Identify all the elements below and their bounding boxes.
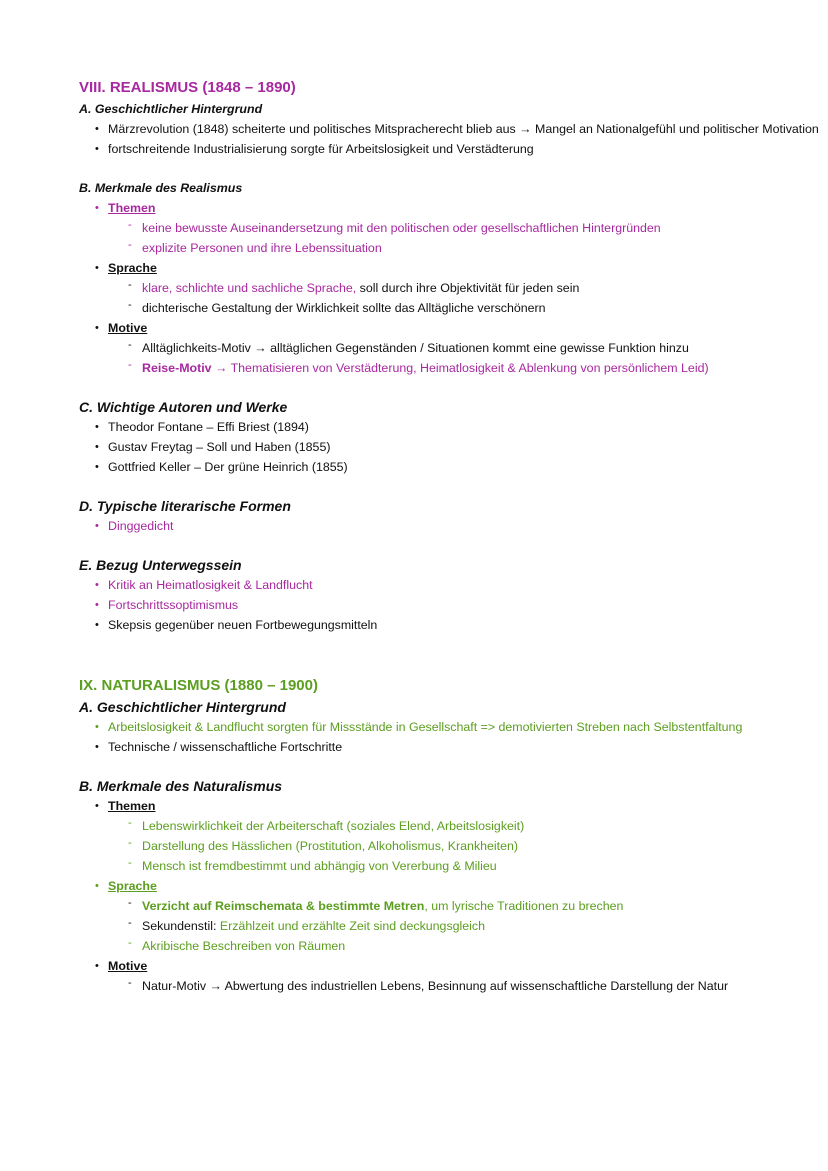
list-item	[79, 615, 828, 635]
bullet-dot-icon: •	[95, 143, 99, 155]
item-text: Mensch ist fremdbestimmt und abhängig von Vererbung & Milieu	[142, 859, 497, 873]
item-text: Kritik an Heimatlosigkeit & Landflucht	[108, 578, 313, 592]
list-item	[79, 516, 828, 536]
subsection	[79, 99, 828, 159]
item-text: Verzicht auf Reimschemata & bestimmte Metren	[142, 899, 425, 913]
list-item	[79, 238, 828, 258]
dash-bullet-icon: -	[128, 837, 132, 849]
list-item	[79, 936, 828, 956]
dash-bullet-icon: -	[128, 897, 132, 909]
subsection	[79, 397, 828, 477]
dash-bullet-icon: -	[128, 937, 132, 949]
item-text: Fortschrittssoptimismus	[108, 598, 239, 612]
subsection-heading: A. Geschichtlicher Hintergrund	[79, 699, 286, 715]
bullet-dot-icon: •	[95, 202, 99, 214]
subsection-heading: B. Merkmale des Realismus	[79, 181, 243, 195]
item-text: Sprache	[108, 261, 157, 275]
item-text: , um lyrische Traditionen zu brechen	[424, 899, 624, 913]
list-item	[79, 956, 828, 976]
dash-bullet-icon: -	[128, 219, 132, 231]
list-item	[79, 595, 828, 615]
item-text: Sprache	[108, 879, 157, 893]
bullet-dot-icon: •	[95, 461, 99, 473]
subsection	[79, 776, 828, 996]
subsection-heading: E. Bezug Unterwegssein	[79, 557, 242, 573]
item-text: Skepsis gegenüber neuen Fortbewegungsmitteln	[108, 618, 378, 632]
list-item	[79, 575, 828, 595]
dash-bullet-icon: -	[128, 279, 132, 291]
item-text: Technische / wissenschaftliche Fortschritte	[108, 740, 343, 754]
dash-bullet-icon: -	[128, 817, 132, 829]
item-text: Sekundenstil:	[142, 919, 220, 933]
bullet-dot-icon: •	[95, 599, 99, 611]
item-text: Akribische Beschreiben von Räumen	[142, 939, 346, 953]
item-text: Lebenswirklichkeit der Arbeiterschaft (soziales Elend, Arbeitslosigkeit)	[142, 819, 525, 833]
subsection-heading: D. Typische literarische Formen	[79, 498, 291, 514]
item-text: soll durch ihre Objektivität für jeden sein	[356, 281, 580, 295]
bullet-dot-icon: •	[95, 579, 99, 591]
item-text: Darstellung des Hässlichen (Prostitution, Alkoholismus, Krankheiten)	[142, 839, 519, 853]
list-item	[79, 916, 828, 936]
bullet-dot-icon: •	[95, 441, 99, 453]
item-text: klare, schlichte und sachliche Sprache,	[142, 281, 357, 295]
item-text: fortschreitende Industrialisierung sorgte für Arbeitslosigkeit und Verstädterung	[108, 142, 534, 156]
item-text: Dinggedicht	[108, 519, 174, 533]
bullet-dot-icon: •	[95, 741, 99, 753]
section	[79, 78, 828, 635]
bullet-dot-icon: •	[95, 721, 99, 733]
subsection-heading: C. Wichtige Autoren und Werke	[79, 399, 288, 415]
list-item	[79, 298, 828, 318]
bullet-dot-icon: •	[95, 520, 99, 532]
section-title: IX. NATURALISMUS (1880 – 1900)	[79, 677, 318, 694]
item-text: Märzrevolution (1848) scheiterte und politisches Mitspracherecht blieb aus → Mangel an Nationalgefühl und politischer Motivation	[108, 122, 819, 136]
bullet-dot-icon: •	[95, 421, 99, 433]
bullet-dot-icon: •	[95, 123, 99, 135]
bullet-dot-icon: •	[95, 800, 99, 812]
subsection	[79, 178, 828, 378]
list-item	[79, 258, 828, 278]
item-text: Gottfried Keller – Der grüne Heinrich (1855)	[108, 460, 348, 474]
list-item	[79, 816, 828, 836]
list-item	[79, 737, 828, 757]
item-text: Motive	[108, 959, 148, 973]
item-text: Natur-Motiv → Abwertung des industriellen Lebens, Besinnung auf wissenschaftliche Darstellung der Natur	[142, 979, 729, 993]
bullet-dot-icon: •	[95, 619, 99, 631]
list-item	[79, 318, 828, 338]
list-item	[79, 976, 828, 996]
list-item	[79, 796, 828, 816]
item-text: Arbeitslosigkeit & Landflucht sorgten für Missstände in Gesellschaft => demotivierten Streben nach Selbstentfaltung	[108, 720, 743, 734]
list-item	[79, 338, 828, 358]
dash-bullet-icon: -	[128, 359, 132, 371]
section	[79, 676, 828, 996]
subsection	[79, 697, 828, 757]
subsection	[79, 555, 828, 635]
list-item	[79, 218, 828, 238]
item-text: Alltäglichkeits-Motiv → alltäglichen Gegenständen / Situationen kommt eine gewisse Funktion hinzu	[142, 341, 689, 355]
bullet-dot-icon: •	[95, 880, 99, 892]
list-item	[79, 119, 828, 139]
bullet-dot-icon: •	[95, 960, 99, 972]
item-text: explizite Personen und ihre Lebenssituation	[142, 241, 382, 255]
list-item	[79, 457, 828, 477]
bullet-dot-icon: •	[95, 322, 99, 334]
item-text: Erzählzeit und erzählte Zeit sind deckungsgleich	[219, 919, 486, 933]
list-item	[79, 876, 828, 896]
list-item	[79, 856, 828, 876]
dash-bullet-icon: -	[128, 917, 132, 929]
item-text: Themen	[108, 201, 156, 215]
list-item	[79, 278, 828, 298]
dash-bullet-icon: -	[128, 339, 132, 351]
list-item	[79, 836, 828, 856]
subsection-heading: B. Merkmale des Naturalismus	[79, 778, 283, 794]
subsection-heading: A. Geschichtlicher Hintergrund	[79, 102, 263, 116]
item-text: Theodor Fontane – Effi Briest (1894)	[108, 420, 309, 434]
list-item	[79, 717, 828, 737]
list-item	[79, 437, 828, 457]
list-item	[79, 896, 828, 916]
list-item	[79, 417, 828, 437]
list-item	[79, 198, 828, 218]
item-text: Reise-Motiv	[142, 361, 212, 375]
item-text: keine bewusste Auseinandersetzung mit den politischen oder gesellschaftlichen Hintergründen	[142, 221, 661, 235]
list-item	[79, 139, 828, 159]
item-text: Motive	[108, 321, 148, 335]
list-item	[79, 358, 828, 378]
dash-bullet-icon: -	[128, 239, 132, 251]
subsection	[79, 496, 828, 536]
item-text: dichterische Gestaltung der Wirklichkeit sollte das Alltägliche verschönern	[142, 301, 546, 315]
dash-bullet-icon: -	[128, 977, 132, 989]
item-text: → Thematisieren von Verstädterung, Heimatlosigkeit & Ablenkung von persönlichem Leid)	[211, 361, 709, 375]
bullet-dot-icon: •	[95, 262, 99, 274]
dash-bullet-icon: -	[128, 857, 132, 869]
dash-bullet-icon: -	[128, 299, 132, 311]
item-text: Themen	[108, 799, 156, 813]
section-title: VIII. REALISMUS (1848 – 1890)	[79, 79, 296, 96]
item-text: Gustav Freytag – Soll und Haben (1855)	[108, 440, 331, 454]
